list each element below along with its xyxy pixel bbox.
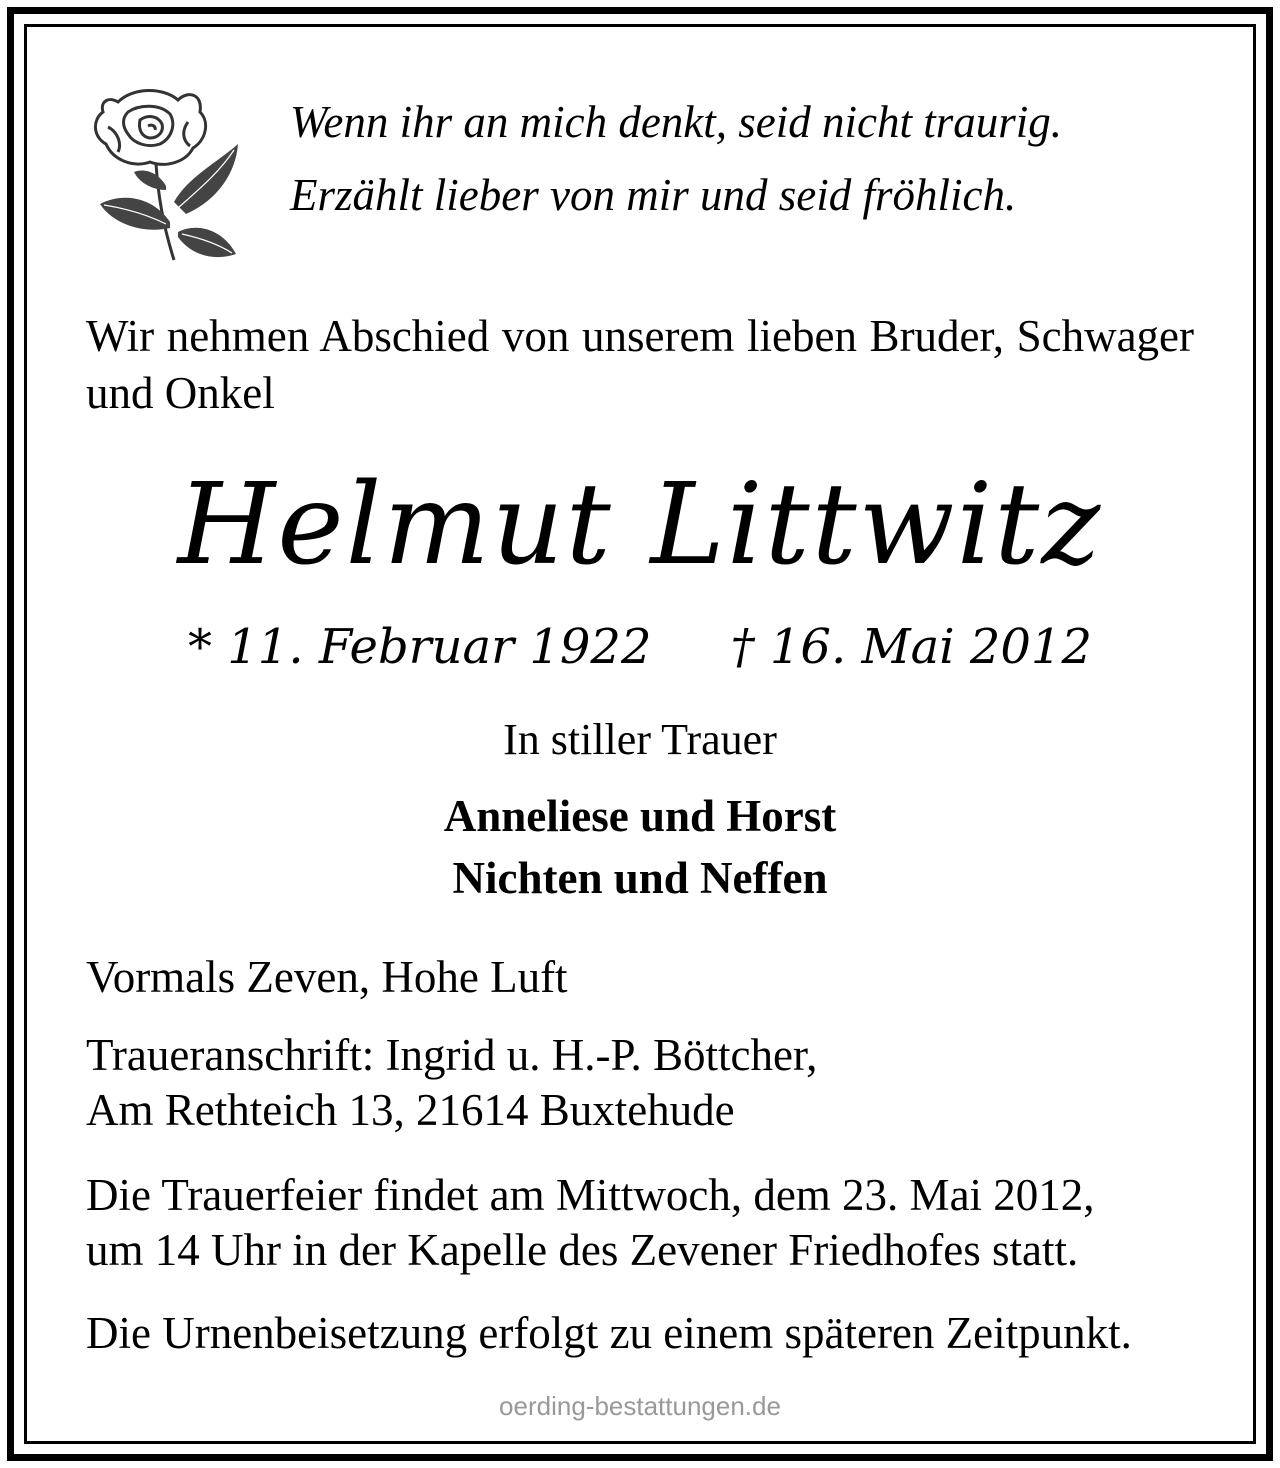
- mourners-list: [0, 785, 1280, 909]
- source-watermark: oerding-bestattungen.de: [499, 1391, 781, 1421]
- deceased-name: Helmut Littwitz: [177, 460, 1103, 590]
- service-info: [86, 1168, 1095, 1278]
- mourning-intro: In stiller Trauer: [503, 715, 777, 764]
- life-dates: [188, 612, 1092, 682]
- death-date: † 16. Mai 2012: [730, 619, 1092, 675]
- service-line-1: Die Trauerfeier findet am Mittwoch, dem 23. Mai 2012,: [86, 1170, 1095, 1220]
- mourners-line-1: Anneliese und Horst: [443, 791, 837, 841]
- poem: [290, 86, 1062, 232]
- mourners-line-2: Nichten und Neffen: [452, 853, 828, 903]
- address-line-1: Traueranschrift: Ingrid u. H.-P. Böttcher,: [86, 1030, 818, 1080]
- intro-line-2: Schwager und Onkel: [86, 311, 1195, 418]
- formerly-text: Vormals Zeven, Hohe Luft: [86, 952, 568, 1002]
- mourning-address: [86, 1028, 817, 1138]
- intro-line-1: Wir nehmen Abschied von unserem lieben Bruder,: [86, 311, 1004, 361]
- birth-date: * 11. Februar 1922: [188, 619, 652, 675]
- service-line-2: um 14 Uhr in der Kapelle des Zevener Friedhofes statt.: [86, 1225, 1079, 1275]
- address-line-2: Am Rethteich 13, 21614 Buxtehude: [86, 1085, 735, 1135]
- poem-line-2: Erzählt lieber von mir und seid fröhlich.: [290, 170, 1017, 220]
- intro-text: [86, 308, 1194, 422]
- urn-burial-info: Die Urnenbeisetzung erfolgt zu einem späteren Zeitpunkt.: [86, 1308, 1132, 1358]
- poem-line-1: Wenn ihr an mich denkt, seid nicht traurig.: [290, 97, 1063, 147]
- rose-icon: [78, 82, 253, 264]
